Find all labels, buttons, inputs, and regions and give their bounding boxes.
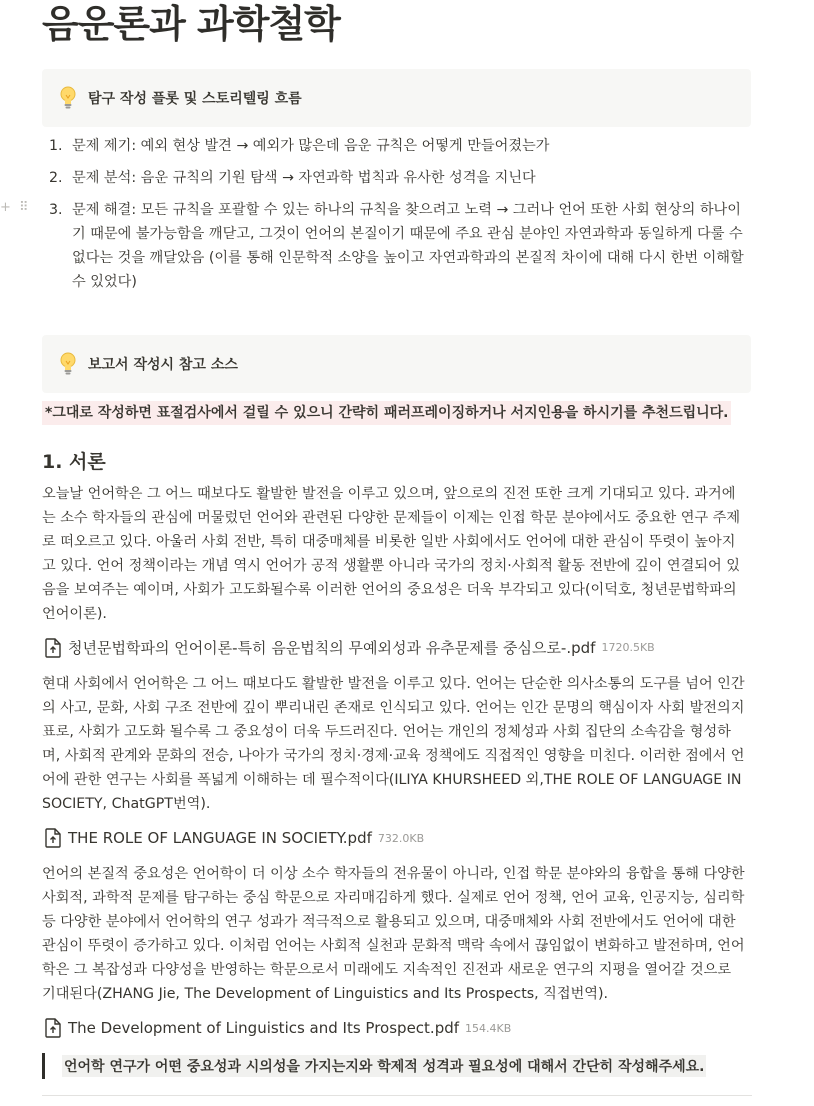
list-item-text: 문제 분석: 음운 규칙의 기원 탐색 → 자연과학 법칙과 유사한 성격을 지닌다: [72, 170, 536, 186]
callout-label: 탐구 작성 플롯 및 스토리텔링 흐름: [88, 91, 302, 107]
callout-plot-flow[interactable]: [42, 69, 751, 127]
callout-label: 보고서 작성시 참고 소스: [88, 357, 238, 373]
plot-steps-list: [42, 134, 752, 302]
list-number: 2.: [49, 170, 63, 186]
callout-reference-sources[interactable]: [42, 335, 751, 393]
list-item[interactable]: [42, 166, 752, 190]
lightbulb-icon: [58, 85, 78, 111]
paragraph[interactable]: 현대 사회에서 언어학은 그 어느 때보다도 활발한 발전을 이루고 있다. 언어는 단순한 의사소통의 도구를 넘어 인간의 사고, 문화, 사회 구조 전반에 깊이 뿌리내린 존재로 인식되고 있다. 언어는 인간 문명의 핵심이자 사회 발전의지표로, 사회가 고도화 될수록 그 중요성이 더욱 두드러진다. 언어는 개인의 정체성과 사회 집단의 소속감을 형성하며, 사회적 관계와 문화의 전승, 나아가 국가의 정치·경제·교육 정책에도 직접적인 영향을 미친다. 이러한 점에서 언어에 관한 연구는 사회를 폭넓게 이해하는 데 필수적이다(ILIYA KHURSHEED 외,THE ROLE OF LANGUAGE IN SOCIETY, ChatGPT번역).: [42, 676, 745, 812]
file-upload-icon: [44, 828, 62, 848]
list-item[interactable]: [42, 198, 752, 294]
list-item-text: 문제 해결: 모든 규칙을 포괄할 수 있는 하나의 규칙을 찾으려고 노력 → 그러나 언어 또한 사회 현상의 하나이기 때문에 불가능함을 깨닫고, 그것이 언어의 본질이기 때문에 주요 관심 분야인 자연과학과 동일하게 다룰 수 없다는 것을 깨달았음 (이를 통해 인문학적 소양을 높이고 자연과학과의 본질적 차이에 대해 다시 한번 이해할 수 있었다): [72, 202, 744, 290]
section-heading[interactable]: 1. 서론: [42, 451, 106, 473]
file-upload-icon: [44, 1018, 62, 1038]
file-name: 청년문법학파의 언어이론-특히 음운법칙의 무예외성과 유추문제를 중심으로-.pdf: [68, 639, 596, 657]
paragraph[interactable]: 언어의 본질적 중요성은 언어학이 더 이상 소수 학자들의 전유물이 아니라, 인접 학문 분야와의 융합을 통해 다양한 사회적, 과학적 문제를 탐구하는 중심 학문으로 자리매김하게 했다. 실제로 언어 정책, 언어 교육, 인공지능, 심리학 등 다양한 분야에서 언어학의 연구 성과가 적극적으로 활용되고 있으며, 대중매체와 사회 전반에서도 언어에 대한 관심이 뚜렷이 증가하고 있다. 이처럼 언어는 사회적 실천과 문화적 맥락 속에서 끊임없이 변화하고 발전하며, 언어학은 그 복잡성과 다양성을 반영하는 학문으로서 미래에도 지속적인 진전과 새로운 연구의 지평을 열어갈 것으로 기대된다(ZHANG Jie, The Development of Linguistics and Its Prospects, 직접번역).: [42, 866, 745, 1002]
divider: [42, 1095, 752, 1096]
file-attachment[interactable]: [44, 1018, 511, 1038]
list-item-text: 문제 제기: 예외 현상 발견 → 예외가 많은데 음운 규칙은 어떻게 만들어졌는가: [72, 138, 550, 154]
file-size: 154.4KB: [465, 1021, 512, 1035]
file-attachment[interactable]: [44, 637, 655, 658]
list-number: 1.: [49, 138, 63, 154]
quote-text: 언어학 연구가 어떤 중요성과 시의성을 가지는지와 학제적 성격과 필요성에 대해서 간단히 작성해주세요.: [62, 1055, 706, 1077]
drag-handle-icon[interactable]: + ⠿: [0, 200, 31, 215]
file-upload-icon: [44, 638, 62, 658]
file-name: THE ROLE OF LANGUAGE IN SOCIETY.pdf: [68, 829, 372, 847]
file-size: 1720.5KB: [601, 641, 655, 654]
lightbulb-icon: [58, 351, 78, 377]
list-number: 3.: [49, 202, 63, 218]
file-name: The Development of Linguistics and Its Prospect.pdf: [68, 1019, 460, 1037]
paragraph[interactable]: 오늘날 언어학은 그 어느 때보다도 활발한 발전을 이루고 있으며, 앞으로의 진전 또한 크게 기대되고 있다. 과거에는 소수 학자들의 관심에 머물렀던 언어와 관련된 다양한 문제들이 이제는 인접 학문 분야에서도 중요한 연구 주제로 떠오르고 있다. 아울러 사회 전반, 특히 대중매체를 비롯한 일반 사회에서도 언어에 대한 관심이 뚜렷이 높아지고 있다. 언어 정책이라는 개념 역시 언어가 공적 생활뿐 아니라 국가의 정치·사회적 활동 전반에 깊이 연결되어 있음을 보여주는 예이며, 사회가 고도화될수록 이러한 언어의 중요성은 더욱 부각되고 있다(이덕호, 청년문법학파의 언어이론).: [42, 486, 741, 622]
list-item[interactable]: [42, 134, 752, 158]
file-attachment[interactable]: [44, 828, 424, 848]
quote-block[interactable]: [42, 1053, 768, 1079]
plagiarism-warning[interactable]: *그대로 작성하면 표절검사에서 걸릴 수 있으니 간략히 패러프레이징하거나 서지인용을 하시기를 추천드립니다.: [42, 401, 731, 425]
file-size: 732.0KB: [377, 831, 425, 845]
page-title[interactable]: 음운론과 과학철학: [42, 2, 340, 46]
